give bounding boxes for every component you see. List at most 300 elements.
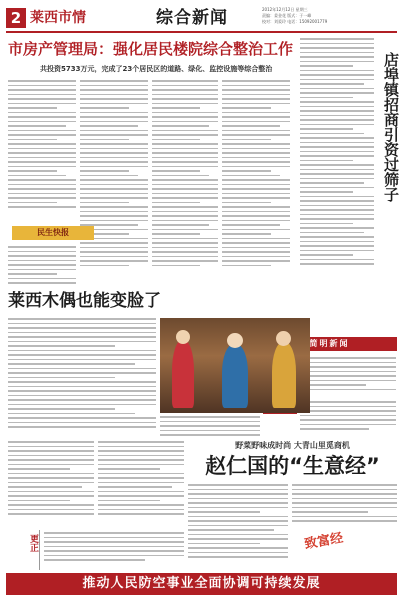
text-line xyxy=(8,134,76,136)
text-line xyxy=(98,455,184,457)
text-line xyxy=(300,178,374,180)
text-line xyxy=(222,148,290,150)
text-line xyxy=(8,103,76,105)
text-line xyxy=(80,157,148,159)
text-line xyxy=(8,390,156,392)
text-line xyxy=(8,179,76,181)
text-line xyxy=(98,500,160,502)
text-line xyxy=(300,110,374,112)
text-line xyxy=(8,509,94,511)
brief-text xyxy=(300,401,396,433)
text-line xyxy=(152,188,218,190)
text-line xyxy=(222,125,280,127)
text-line xyxy=(222,161,290,163)
text-line xyxy=(8,459,94,461)
text-line xyxy=(300,241,374,243)
text-line xyxy=(8,282,76,284)
text-line xyxy=(222,85,290,87)
text-line xyxy=(300,254,353,256)
text-line xyxy=(188,556,288,558)
text-line xyxy=(152,265,200,267)
text-line xyxy=(8,130,76,132)
text-line xyxy=(152,139,200,141)
dateline-line: 责编：姜金花 版式：于一峰 xyxy=(262,13,312,18)
text-line xyxy=(98,477,184,479)
text-line xyxy=(300,214,374,216)
text-line xyxy=(222,206,290,208)
text-line xyxy=(152,242,218,244)
text-line xyxy=(160,425,260,427)
text-line xyxy=(300,419,396,421)
text-line xyxy=(292,498,397,500)
page-number: 2 xyxy=(6,8,26,28)
text-line xyxy=(8,404,156,406)
text-line xyxy=(80,152,148,154)
text-line xyxy=(80,215,148,217)
text-line xyxy=(222,265,271,267)
text-line xyxy=(152,211,218,213)
text-line xyxy=(8,170,57,172)
vertical-headline: 店埠镇招商引资过筛子 xyxy=(382,52,400,202)
text-line xyxy=(300,83,364,85)
text-line xyxy=(300,133,364,135)
text-line xyxy=(8,446,94,448)
text-line xyxy=(222,116,290,118)
text-line xyxy=(80,161,148,163)
text-line xyxy=(160,416,260,418)
text-line xyxy=(8,188,76,190)
text-line xyxy=(222,130,290,132)
text-line xyxy=(222,121,290,123)
rich-business-stamp: 致富经 xyxy=(303,530,345,553)
text-line xyxy=(8,354,156,356)
text-line xyxy=(152,260,218,262)
lower-right-body xyxy=(292,484,397,528)
text-line xyxy=(80,211,148,213)
correction-text xyxy=(44,532,184,568)
text-line xyxy=(292,484,397,486)
text-line xyxy=(152,224,209,226)
text-line xyxy=(222,152,290,154)
text-line xyxy=(8,125,66,127)
text-line xyxy=(300,155,374,157)
lead-body-column xyxy=(80,80,148,285)
text-line xyxy=(98,441,184,443)
text-line xyxy=(188,507,288,509)
text-line xyxy=(8,482,94,484)
text-line xyxy=(300,38,374,40)
text-line xyxy=(300,191,353,193)
text-line xyxy=(80,116,148,118)
text-line xyxy=(8,426,156,428)
text-line xyxy=(222,184,290,186)
text-line xyxy=(8,341,156,343)
text-line xyxy=(8,197,76,199)
text-line xyxy=(300,200,374,202)
text-line xyxy=(300,151,374,153)
text-line xyxy=(292,502,397,504)
text-line xyxy=(8,473,94,475)
text-line xyxy=(300,209,374,211)
text-line xyxy=(8,269,76,271)
text-line xyxy=(8,363,135,365)
text-line xyxy=(8,193,76,195)
text-line xyxy=(80,139,129,141)
text-line xyxy=(300,106,374,108)
text-line xyxy=(8,422,156,424)
text-line xyxy=(8,500,70,502)
text-line xyxy=(80,112,148,114)
text-line xyxy=(98,486,172,488)
text-line xyxy=(300,410,396,412)
text-line xyxy=(8,121,76,123)
text-line xyxy=(8,166,76,168)
text-line xyxy=(300,406,396,408)
lead-headline: 市房产管理局：强化居民楼院综合整治工作 xyxy=(8,40,294,58)
text-line xyxy=(222,157,290,159)
text-line xyxy=(152,143,218,145)
text-line xyxy=(8,112,76,114)
text-line xyxy=(80,242,148,244)
text-line xyxy=(222,229,290,231)
puppet-face xyxy=(227,333,243,348)
text-line xyxy=(300,263,374,265)
text-line xyxy=(98,468,160,470)
masthead xyxy=(6,6,397,30)
text-line xyxy=(152,80,218,82)
text-line xyxy=(8,464,94,466)
text-line xyxy=(188,493,288,495)
text-line xyxy=(222,224,280,226)
text-line xyxy=(222,89,290,91)
text-line xyxy=(300,218,374,220)
text-line xyxy=(8,332,156,334)
text-line xyxy=(300,142,374,144)
text-line xyxy=(300,119,374,121)
text-line xyxy=(8,251,76,253)
text-line xyxy=(98,459,184,461)
puppet-figure xyxy=(172,340,194,408)
text-line xyxy=(300,227,374,229)
text-line xyxy=(8,139,57,141)
text-line xyxy=(80,121,148,123)
text-line xyxy=(222,211,290,213)
text-line xyxy=(300,205,374,207)
text-line xyxy=(152,161,218,163)
text-line xyxy=(8,399,156,401)
text-line xyxy=(300,115,374,117)
text-line xyxy=(80,175,138,177)
text-line xyxy=(44,550,184,552)
lead-body-column xyxy=(8,80,76,220)
text-line xyxy=(8,278,76,280)
text-line xyxy=(80,184,148,186)
text-line xyxy=(152,170,200,172)
text-line xyxy=(98,482,184,484)
text-line xyxy=(98,513,184,515)
text-line xyxy=(98,473,184,475)
text-line xyxy=(152,256,218,258)
text-line xyxy=(80,125,138,127)
text-line xyxy=(152,130,218,132)
lower-left-body xyxy=(8,441,94,525)
text-line xyxy=(222,242,290,244)
lower-headline: 赵仁国的“生意经” xyxy=(205,454,380,478)
text-line xyxy=(222,170,271,172)
text-line xyxy=(80,143,148,145)
text-line xyxy=(44,541,184,543)
text-line xyxy=(152,148,218,150)
text-line xyxy=(222,139,271,141)
text-line xyxy=(222,193,290,195)
text-line xyxy=(8,80,76,82)
text-line xyxy=(44,537,184,539)
text-line xyxy=(152,112,218,114)
lead-body-column xyxy=(222,80,290,285)
text-line xyxy=(152,166,218,168)
text-line xyxy=(80,85,148,87)
dateline xyxy=(262,7,397,25)
text-line xyxy=(222,80,290,82)
text-line xyxy=(8,345,115,347)
text-line xyxy=(8,386,156,388)
text-line xyxy=(80,94,148,96)
text-line xyxy=(152,85,218,87)
text-line xyxy=(98,450,184,452)
text-line xyxy=(8,408,115,410)
text-line xyxy=(80,80,148,82)
text-line xyxy=(300,43,374,45)
text-line xyxy=(188,552,288,554)
text-line xyxy=(80,148,148,150)
text-line xyxy=(8,336,156,338)
text-line xyxy=(222,143,290,145)
right-column-text xyxy=(300,38,374,286)
lower-left-body xyxy=(98,441,184,525)
text-line xyxy=(152,184,218,186)
text-line xyxy=(222,94,290,96)
text-line xyxy=(300,259,374,261)
bottom-banner: 推动人民防空事业全面协调可持续发展 xyxy=(6,573,397,595)
text-line xyxy=(188,484,288,486)
text-line xyxy=(152,247,218,249)
text-line xyxy=(300,124,374,126)
text-line xyxy=(8,504,94,506)
text-line xyxy=(80,166,148,168)
text-line xyxy=(152,152,218,154)
text-line xyxy=(300,79,374,81)
text-line xyxy=(300,137,374,139)
text-line xyxy=(300,61,374,63)
text-line xyxy=(152,134,218,136)
brief-news-band: 简明新闻 xyxy=(262,337,397,351)
text-line xyxy=(222,233,271,235)
masthead-rule xyxy=(6,31,397,33)
text-line xyxy=(300,56,374,58)
text-line xyxy=(300,92,374,94)
text-line xyxy=(80,206,148,208)
text-line xyxy=(8,417,156,419)
text-line xyxy=(8,395,156,397)
text-line xyxy=(8,246,76,248)
text-line xyxy=(152,121,218,123)
text-line xyxy=(8,441,94,443)
text-line xyxy=(8,368,156,370)
text-line xyxy=(300,74,374,76)
text-line xyxy=(8,468,70,470)
text-line xyxy=(8,175,66,177)
text-line xyxy=(8,143,76,145)
text-line xyxy=(300,401,396,403)
text-line xyxy=(8,455,94,457)
text-line xyxy=(8,350,156,352)
text-line xyxy=(222,247,290,249)
text-line xyxy=(8,491,94,493)
text-line xyxy=(300,160,353,162)
lead-body-column xyxy=(152,80,218,285)
mid-headline: 莱西木偶也能变脸了 xyxy=(8,291,161,311)
text-line xyxy=(8,148,76,150)
text-line xyxy=(292,507,397,509)
text-line xyxy=(188,511,260,513)
text-line xyxy=(152,107,200,109)
text-line xyxy=(80,251,148,253)
text-line xyxy=(292,511,368,513)
lead-subhead: 共投资5733万元，完成了23个居民区的道路、绿化、监控设施等综合整治 xyxy=(40,65,273,73)
text-line xyxy=(8,273,57,275)
text-line xyxy=(80,256,148,258)
text-line xyxy=(152,175,209,177)
text-line xyxy=(80,89,148,91)
text-line xyxy=(80,197,148,199)
text-line xyxy=(222,220,290,222)
text-line xyxy=(188,534,288,536)
lower-kicker: 野菜野味成时尚 大青山里觅商机 xyxy=(235,441,350,450)
text-line xyxy=(8,372,156,374)
lead-body-column xyxy=(8,246,76,286)
text-line xyxy=(8,157,76,159)
text-line xyxy=(8,161,76,163)
text-line xyxy=(8,107,57,109)
text-line xyxy=(152,116,218,118)
text-line xyxy=(152,179,218,181)
text-line xyxy=(152,193,218,195)
text-line xyxy=(80,265,129,267)
text-line xyxy=(80,179,148,181)
text-line xyxy=(160,421,260,423)
text-line xyxy=(222,107,271,109)
text-line xyxy=(98,509,184,511)
text-line xyxy=(44,532,184,534)
text-line xyxy=(300,47,374,49)
text-line xyxy=(80,170,129,172)
text-line xyxy=(300,187,374,189)
mid-body-column xyxy=(8,318,156,438)
text-line xyxy=(8,377,115,379)
text-line xyxy=(160,434,260,436)
section-title: 综合新闻 xyxy=(156,8,228,28)
text-line xyxy=(300,196,374,198)
text-line xyxy=(300,65,353,67)
text-line xyxy=(152,220,218,222)
text-line xyxy=(300,223,353,225)
text-line xyxy=(222,175,280,177)
text-line xyxy=(152,157,218,159)
text-line xyxy=(292,520,397,522)
text-line xyxy=(188,502,288,504)
text-line xyxy=(80,260,148,262)
text-line xyxy=(152,103,218,105)
text-line xyxy=(80,134,148,136)
text-line xyxy=(292,516,397,518)
text-line xyxy=(300,169,374,171)
text-line xyxy=(222,98,290,100)
text-line xyxy=(300,101,374,103)
text-line xyxy=(222,188,290,190)
text-line xyxy=(152,251,218,253)
text-line xyxy=(300,88,374,90)
text-line xyxy=(300,146,374,148)
text-line xyxy=(80,188,148,190)
text-line xyxy=(188,525,288,527)
text-line xyxy=(300,424,396,426)
text-line xyxy=(152,229,218,231)
text-line xyxy=(160,430,260,432)
text-line xyxy=(222,179,290,181)
text-line xyxy=(80,130,148,132)
text-line xyxy=(44,559,145,561)
text-line xyxy=(8,359,156,361)
text-line xyxy=(98,491,184,493)
text-line xyxy=(222,103,290,105)
text-line xyxy=(98,504,184,506)
text-line xyxy=(152,233,200,235)
text-line xyxy=(80,103,148,105)
text-line xyxy=(8,184,76,186)
text-line xyxy=(152,94,218,96)
text-line xyxy=(8,260,76,262)
text-line xyxy=(8,85,76,87)
text-line xyxy=(222,112,290,114)
text-line xyxy=(8,486,82,488)
text-line xyxy=(80,220,148,222)
text-line xyxy=(80,202,129,204)
text-line xyxy=(300,173,374,175)
text-line xyxy=(8,318,156,320)
text-line xyxy=(222,256,290,258)
text-line xyxy=(98,495,184,497)
text-line xyxy=(8,255,76,257)
text-line xyxy=(300,250,374,252)
text-line xyxy=(222,215,290,217)
text-line xyxy=(8,152,76,154)
text-line xyxy=(8,495,94,497)
text-line xyxy=(44,546,184,548)
kicker-label: 民生快报 xyxy=(12,226,94,240)
text-line xyxy=(300,415,396,417)
text-line xyxy=(188,547,288,549)
text-line xyxy=(152,125,209,127)
text-line xyxy=(188,529,274,531)
text-line xyxy=(300,70,374,72)
text-line xyxy=(188,538,288,540)
mid-body-column xyxy=(160,416,260,438)
text-line xyxy=(8,450,94,452)
text-line xyxy=(8,413,135,415)
text-line xyxy=(8,98,76,100)
lower-right-body xyxy=(188,484,288,568)
text-line xyxy=(300,232,364,234)
